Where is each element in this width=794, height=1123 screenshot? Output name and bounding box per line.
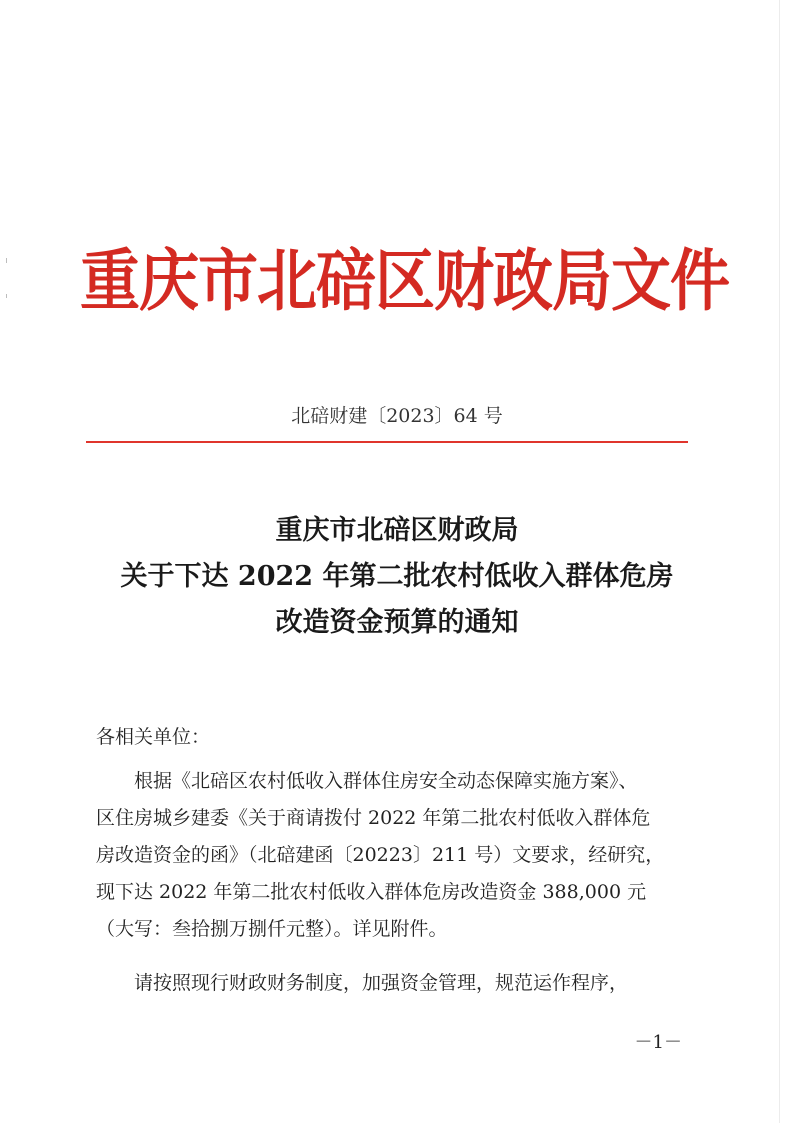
red-separator-line bbox=[86, 441, 688, 443]
document-title bbox=[80, 508, 714, 646]
document-number: 北碚财建〔2023〕64 号 bbox=[291, 405, 503, 427]
paragraph-line: （大写：叁拾捌万捌仟元整）。详见附件。 bbox=[96, 918, 448, 940]
paragraph-line: 请按照现行财政财务制度，加强资金管理，规范运作程序， bbox=[134, 972, 629, 994]
body-paragraph-1 bbox=[96, 763, 694, 948]
title-line: 重庆市北碚区财政局 bbox=[275, 515, 519, 546]
title-line: 关于下达 2022 年第二批农村低收入群体危房 bbox=[120, 561, 674, 592]
scan-margin-mark bbox=[6, 258, 7, 263]
title-line: 改造资金预算的通知 bbox=[275, 607, 519, 638]
scan-margin-mark bbox=[6, 294, 7, 298]
paragraph-line: 根据《北碚区农村低收入群体住房安全动态保障实施方案》、 bbox=[134, 770, 638, 792]
paragraph-line: 区住房城乡建委《关于商请拨付 2022 年第二批农村低收入群体危 bbox=[96, 807, 651, 829]
page-number: －1－ bbox=[634, 1032, 682, 1053]
salutation: 各相关单位： bbox=[96, 726, 211, 748]
issuing-org-title: 重庆市北碚区财政局文件 bbox=[80, 242, 729, 321]
body-paragraph-2 bbox=[96, 965, 694, 1002]
scan-edge-line bbox=[779, 0, 780, 1123]
paragraph-line: 房改造资金的函》（北碚建函〔20223〕211 号）文要求，经研究， bbox=[96, 844, 665, 866]
paragraph-line: 现下达 2022 年第二批农村低收入群体危房改造资金 388,000 元 bbox=[96, 881, 647, 903]
